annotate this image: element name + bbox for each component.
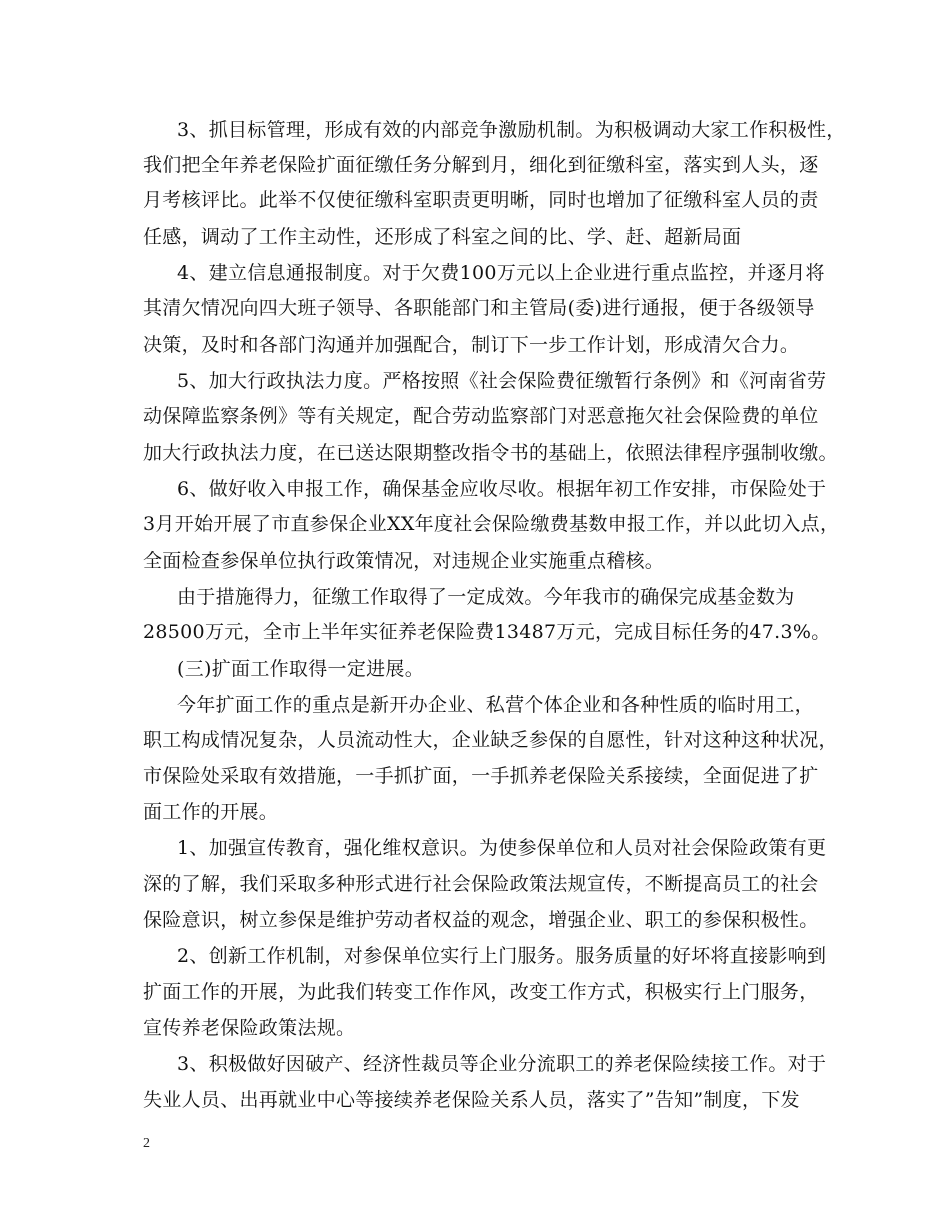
text-line: 3月开始开展了市直参保企业XX年度社会保险缴费基数申报工作，并以此切入点， [143, 513, 840, 535]
text-line: 月考核评比。此举不仅使征缴科室职责更明晰，同时也增加了征缴科室人员的责 [143, 189, 819, 211]
text-line: 28500万元，全市上半年实征养老保险费13487万元，完成目标任务的47.3%。 [143, 621, 831, 643]
text-line: 1、加强宣传教育，强化维权意识。为使参保单位和人员对社会保险政策有更 [177, 837, 827, 859]
text-line: 3、积极做好因破产、经济性裁员等企业分流职工的养老保险续接工作。对于 [177, 1053, 827, 1075]
section-heading: (三)扩面工作取得一定进展。 [177, 658, 425, 680]
text-line: 6、做好收入申报工作，确保基金应收尽收。根据年初工作安排，市保险处于 [177, 478, 827, 500]
text-line: 2、创新工作机制，对参保单位实行上门服务。服务质量的好坏将直接影响到 [177, 945, 827, 967]
text-line: 市保险处采取有效措施，一手抓扩面，一手抓养老保险关系接续，全面促进了扩 [143, 765, 819, 787]
text-line: 5、加大行政执法力度。严格按照《社会保险费征缴暂行条例》和《河南省劳 [177, 370, 827, 392]
text-line: 动保障监察条例》等有关规定，配合劳动监察部门对恶意拖欠社会保险费的单位 [143, 405, 819, 427]
text-line: 扩面工作的开展，为此我们转变工作作风，改变工作方式，积极实行上门服务， [143, 981, 819, 1003]
text-line: 3、抓目标管理，形成有效的内部竞争激励机制。为积极调动大家工作积极性， [177, 119, 846, 141]
text-line: 职工构成情况复杂，人员流动性大，企业缺乏参保的自愿性，针对这种这种状况， [143, 729, 838, 751]
text-line: 宣传养老保险政策法规。 [143, 1017, 356, 1039]
text-line: 任感，调动了工作主动性，还形成了科室之间的比、学、赶、超新局面 [143, 226, 742, 248]
text-line: 今年扩面工作的重点是新开办企业、私营个体企业和各种性质的临时用工， [177, 694, 814, 716]
text-line: 加大行政执法力度，在已送达限期整改指令书的基础上，依照法律程序强制收缴。 [143, 442, 838, 464]
text-line: 决策，及时和各部门沟通并加强配合，制订下一步工作计划，形成清欠合力。 [143, 334, 800, 356]
text-line: 由于措施得力，征缴工作取得了一定成效。今年我市的确保完成基金数为 [177, 586, 795, 608]
page-number: 2 [143, 1136, 150, 1151]
text-line: 深的了解，我们采取多种形式进行社会保险政策法规宣传，不断提高员工的社会 [143, 873, 819, 895]
text-line: 面工作的开展。 [143, 801, 279, 823]
text-line: 保险意识，树立参保是维护劳动者权益的观念，增强企业、职工的参保积极性。 [143, 909, 819, 931]
text-line: 我们把全年养老保险扩面征缴任务分解到月，细化到征缴科室，落实到人头，逐 [143, 154, 819, 176]
text-line: 4、建立信息通报制度。对于欠费100万元以上企业进行重点监控，并逐月将 [177, 262, 825, 284]
text-line: 全面检查参保单位执行政策情况，对违规企业实施重点稽核。 [143, 550, 665, 572]
text-line: 其清欠情况向四大班子领导、各职能部门和主管局(委)进行通报，便于各级领导 [143, 297, 815, 319]
text-line: 失业人员、出再就业中心等接续养老保险关系人员，落实了”告知”制度，下发 [143, 1089, 800, 1111]
